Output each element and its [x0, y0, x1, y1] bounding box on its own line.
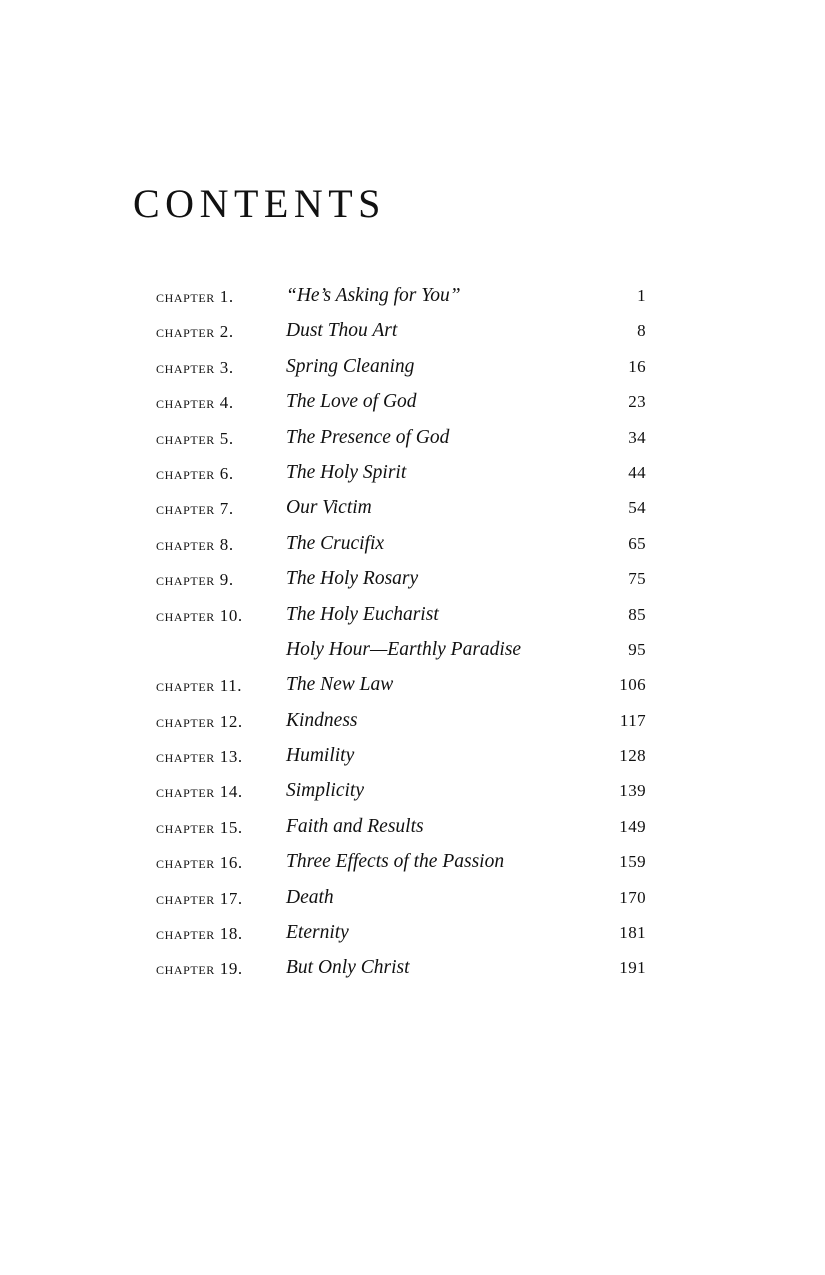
- page-number: 85: [628, 604, 646, 624]
- chapter-label: chapter 9.: [156, 570, 234, 590]
- chapter-title: Faith and Results: [286, 815, 424, 837]
- chapter-title: Our Victim: [286, 497, 372, 519]
- chapter-title: Humility: [286, 745, 355, 767]
- chapter-label: chapter 11.: [156, 676, 243, 696]
- page-number: 16: [628, 356, 646, 376]
- chapter-label: chapter 19.: [156, 959, 243, 979]
- chapter-title: “He’s Asking for You”: [286, 285, 461, 306]
- toc-entry[interactable]: [156, 879, 646, 914]
- chapter-label: chapter 5.: [156, 428, 234, 448]
- chapter-title: Three Effects of the Passion: [286, 851, 505, 873]
- page-number: 44: [628, 462, 646, 482]
- page-number: 159: [619, 852, 646, 872]
- chapter-label: chapter 3.: [156, 357, 234, 377]
- chapter-title: The Love of God: [286, 391, 417, 413]
- chapter-title: The Crucifix: [286, 532, 385, 554]
- chapter-label: chapter 12.: [156, 711, 243, 731]
- chapter-title: The Holy Spirit: [286, 461, 407, 483]
- chapter-label: chapter 14.: [156, 782, 243, 802]
- page-number: 149: [619, 816, 646, 836]
- toc-entry[interactable]: [156, 737, 646, 772]
- page-number: 65: [628, 533, 646, 553]
- chapter-title: Dust Thou Art: [286, 320, 398, 342]
- chapter-label: chapter 4.: [156, 393, 234, 413]
- toc-entry[interactable]: [156, 525, 646, 560]
- chapter-title: But Only Christ: [286, 957, 410, 979]
- toc-entry[interactable]: [156, 419, 646, 454]
- page-number: 106: [619, 675, 646, 695]
- chapter-label: chapter 6.: [156, 463, 234, 483]
- page-number: 139: [619, 781, 646, 801]
- page-number: 75: [628, 569, 646, 589]
- page-number: 181: [619, 923, 646, 943]
- page-number: 191: [619, 958, 646, 978]
- chapter-title: The Presence of God: [286, 426, 450, 448]
- toc-entry[interactable]: [156, 560, 646, 595]
- chapter-label: chapter 2.: [156, 322, 234, 342]
- page-number: 117: [619, 710, 646, 730]
- page-number: 34: [628, 427, 646, 447]
- toc-entry[interactable]: [156, 949, 646, 984]
- chapter-title: Holy Hour—Earthly Paradise: [286, 638, 522, 660]
- chapter-title: The Holy Eucharist: [286, 603, 439, 625]
- page-number: 170: [619, 887, 646, 907]
- toc-entry[interactable]: [156, 772, 646, 807]
- chapter-label: chapter 17.: [156, 888, 243, 908]
- chapter-title: The New Law: [286, 674, 394, 696]
- toc-entry[interactable]: [156, 596, 646, 631]
- page-number: 8: [637, 321, 646, 341]
- chapter-label: chapter 18.: [156, 924, 243, 944]
- page-title: CONTENTS: [133, 181, 386, 226]
- toc-entry[interactable]: [156, 454, 646, 489]
- toc-entry[interactable]: [156, 383, 646, 418]
- page-number: 23: [628, 392, 646, 412]
- chapter-label: chapter 8.: [156, 534, 234, 554]
- chapter-title: Spring Cleaning: [286, 355, 415, 377]
- page-number: 128: [619, 746, 646, 766]
- chapter-label: chapter 1.: [156, 287, 234, 306]
- toc-entry[interactable]: [156, 489, 646, 524]
- toc-entry[interactable]: [156, 702, 646, 737]
- toc-entry[interactable]: [156, 666, 646, 701]
- toc-entry[interactable]: [156, 312, 646, 347]
- chapter-label: chapter 7.: [156, 499, 234, 519]
- toc-entry[interactable]: [156, 914, 646, 949]
- toc-entry[interactable]: [156, 277, 646, 312]
- chapter-title: Kindness: [286, 709, 358, 731]
- chapter-label: chapter 15.: [156, 817, 243, 837]
- chapter-title: The Holy Rosary: [286, 568, 419, 590]
- toc-entry[interactable]: [156, 348, 646, 383]
- page-number: 54: [628, 498, 646, 518]
- page-number: 1: [637, 286, 646, 305]
- chapter-label: chapter 10.: [156, 605, 243, 625]
- chapter-label: chapter 16.: [156, 853, 243, 873]
- chapter-title: Death: [286, 886, 334, 908]
- toc-entry[interactable]: [156, 631, 646, 666]
- chapter-title: Eternity: [286, 922, 349, 944]
- table-of-contents: [156, 277, 646, 985]
- page-number: 95: [628, 639, 646, 659]
- toc-entry[interactable]: [156, 843, 646, 878]
- toc-entry[interactable]: [156, 808, 646, 843]
- chapter-label: chapter 13.: [156, 747, 243, 767]
- chapter-title: Simplicity: [286, 780, 364, 802]
